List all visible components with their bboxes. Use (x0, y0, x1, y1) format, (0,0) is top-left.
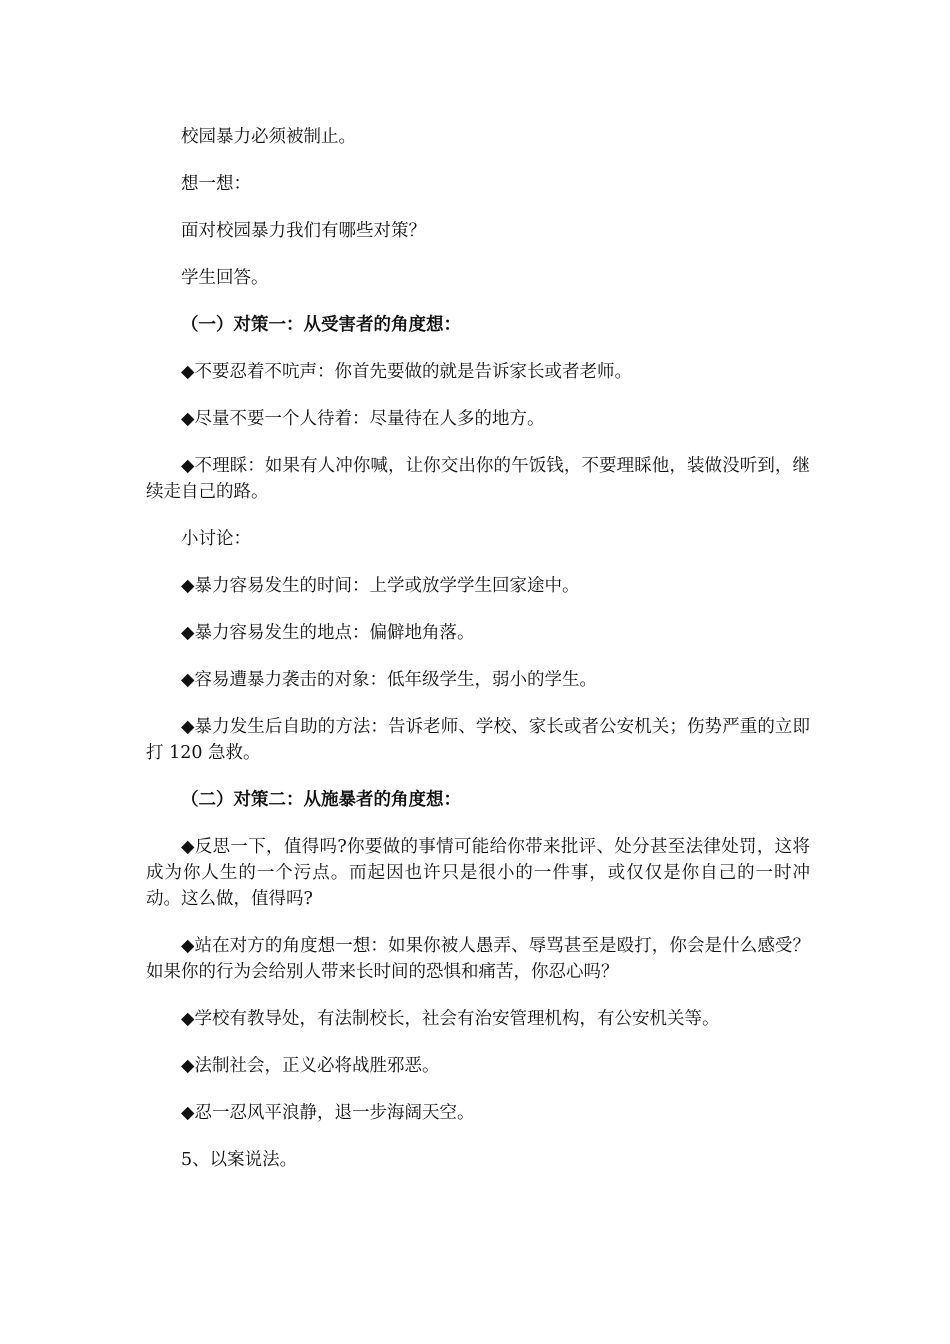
document-body (146, 124, 810, 1194)
paragraph: 小讨论： (181, 529, 251, 549)
bullet-paragraph: ◆不要忍着不吭声：你首先要做的就是告诉家长或者老师。 (181, 362, 632, 382)
bullet-paragraph: ◆尽量不要一个人待着：尽量待在人多的地方。 (181, 409, 545, 429)
bullet-paragraph: ◆不理睬：如果有人冲你喊，让你交出你的午饭钱，不要理睬他，装做没听到，继续走自己的路。 (146, 456, 810, 502)
paragraph: 面对校园暴力我们有哪些对策？ (181, 221, 426, 241)
paragraph: 校园暴力必须被制止。 (181, 127, 356, 147)
section-heading: （二）对策二：从施暴者的角度想： (181, 790, 461, 810)
paragraph: 5、以案说法。 (181, 1150, 298, 1170)
bullet-paragraph: ◆法制社会，正义必将战胜邪恶。 (181, 1056, 440, 1076)
paragraph: 学生回答。 (181, 268, 269, 288)
section-heading: （一）对策一：从受害者的角度想： (181, 315, 461, 335)
bullet-paragraph: ◆站在对方的角度想一想：如果你被人愚弄、辱骂甚至是殴打，你会是什么感受？如果你的行为会给别人带来长时间的恐惧和痛苦，你忍心吗？ (146, 936, 810, 982)
bullet-paragraph: ◆暴力发生后自助的方法：告诉老师、学校、家长或者公安机关；伤势严重的立即打 120 急救。 (146, 717, 810, 763)
bullet-paragraph: ◆暴力容易发生的地点：偏僻地角落。 (181, 623, 475, 643)
bullet-paragraph: ◆忍一忍风平浪静，退一步海阔天空。 (181, 1103, 475, 1123)
bullet-paragraph: ◆暴力容易发生的时间：上学或放学学生回家途中。 (181, 576, 580, 596)
paragraph: 想一想： (181, 174, 251, 194)
bullet-paragraph: ◆容易遭暴力袭击的对象：低年级学生，弱小的学生。 (181, 670, 597, 690)
bullet-paragraph: ◆学校有教导处，有法制校长，社会有治安管理机构，有公安机关等。 (181, 1009, 720, 1029)
bullet-paragraph: ◆反思一下，值得吗?你要做的事情可能给你带来批评、处分甚至法律处罚，这将成为你人生的一个污点。而起因也许只是很小的一件事，或仅仅是你自己的一时冲动。这么做，值得吗? (146, 837, 810, 909)
